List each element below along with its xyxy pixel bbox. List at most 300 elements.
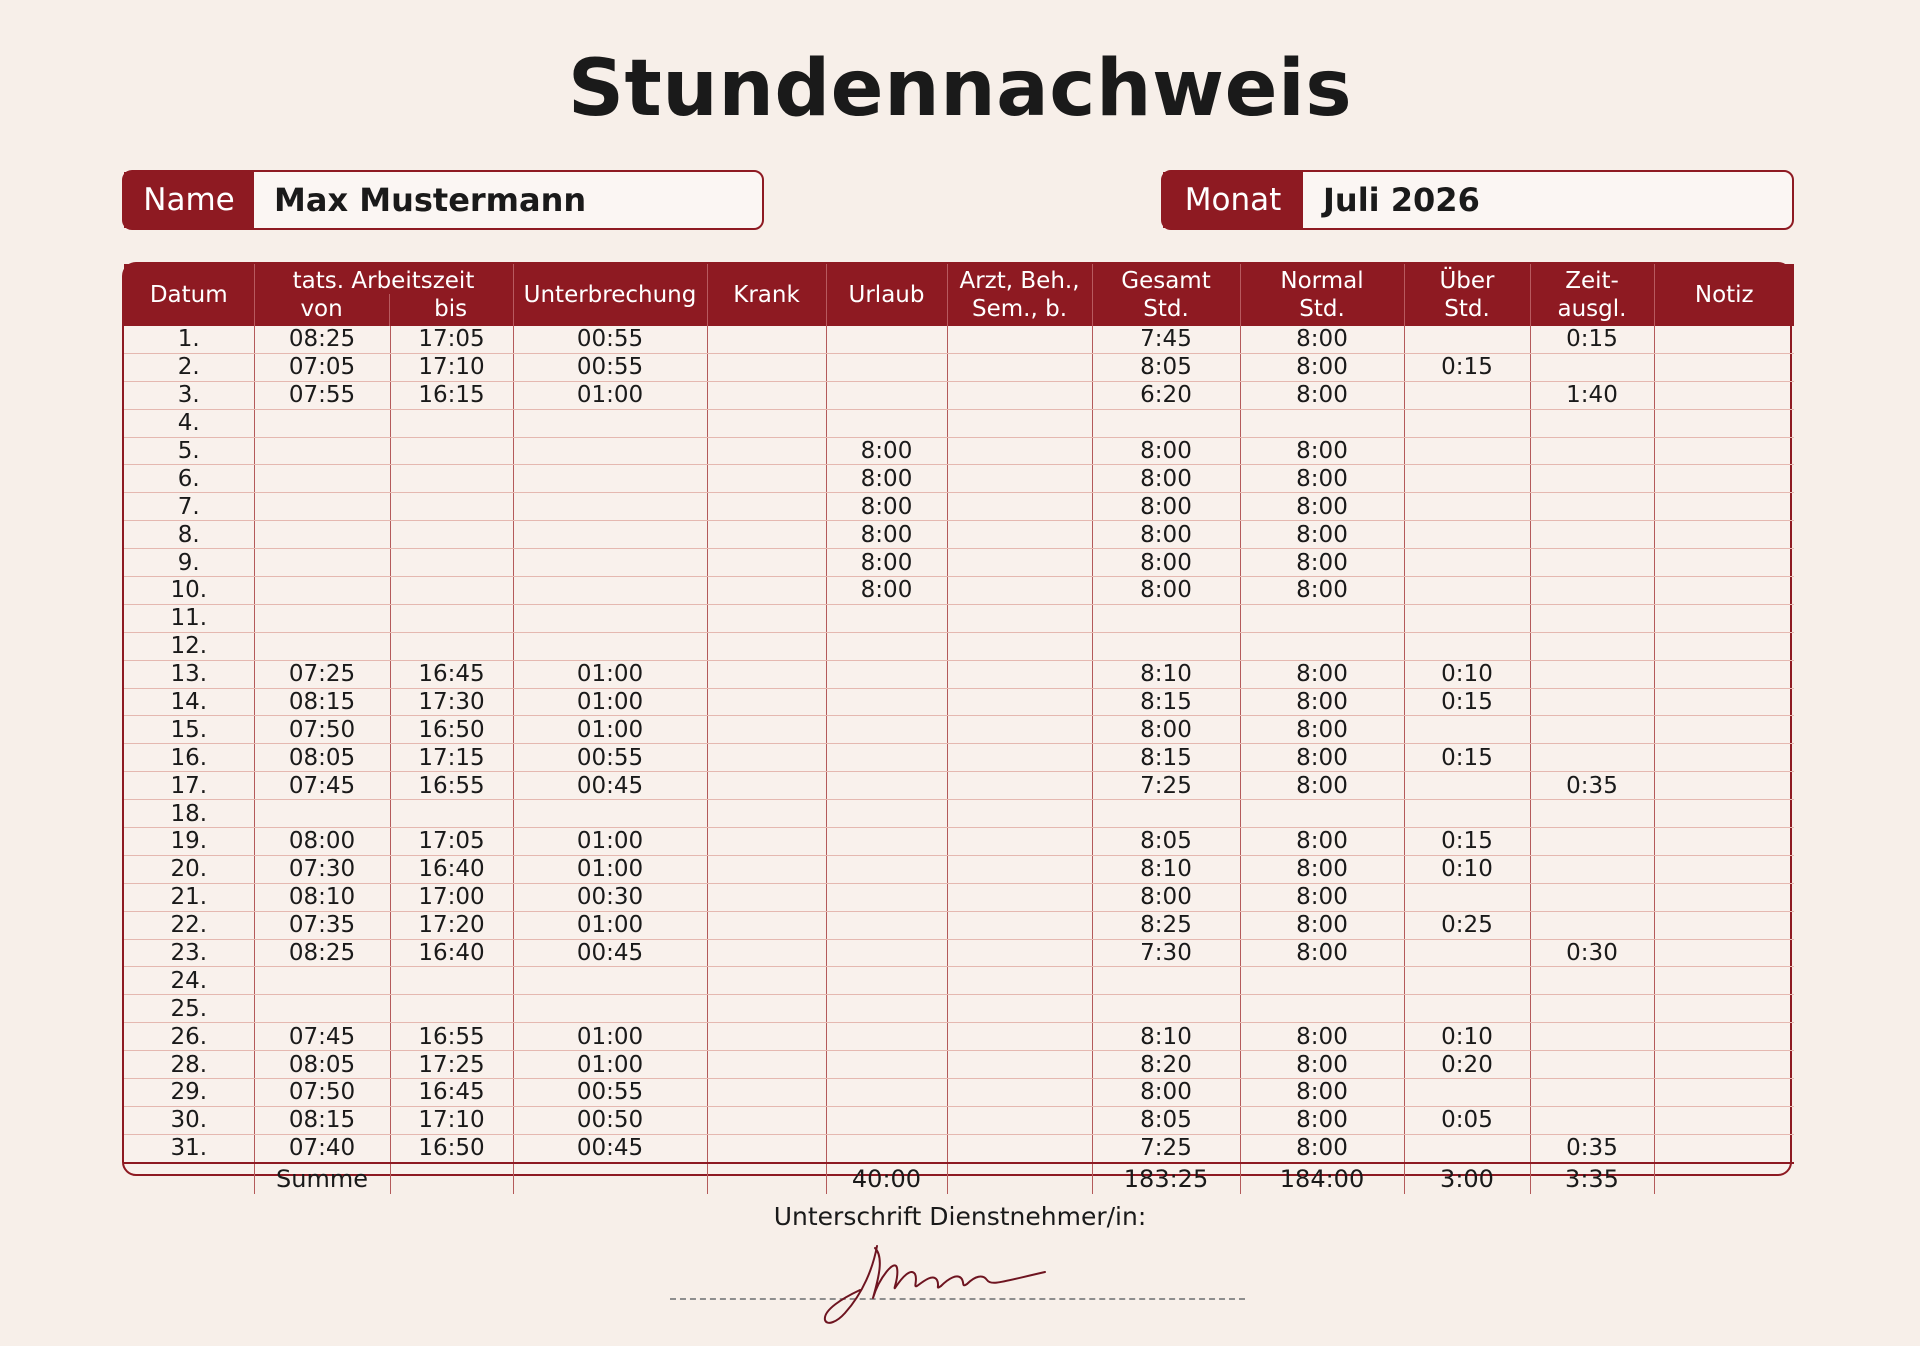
- notiz-cell[interactable]: [1654, 800, 1794, 828]
- normal-cell[interactable]: 8:00: [1240, 828, 1404, 856]
- gesamt-cell[interactable]: 8:00: [1092, 1079, 1240, 1107]
- urlaub-cell[interactable]: [826, 660, 947, 688]
- krank-cell[interactable]: [707, 549, 826, 577]
- zeitausgleich-cell[interactable]: [1530, 1079, 1654, 1107]
- urlaub-cell[interactable]: [826, 604, 947, 632]
- urlaub-cell[interactable]: [826, 828, 947, 856]
- normal-cell[interactable]: 8:00: [1240, 493, 1404, 521]
- von-cell[interactable]: [254, 549, 390, 577]
- normal-cell[interactable]: 8:00: [1240, 465, 1404, 493]
- datum-cell[interactable]: 13.: [124, 660, 254, 688]
- krank-cell[interactable]: [707, 1051, 826, 1079]
- arzt-cell[interactable]: [947, 800, 1092, 828]
- unterbrechung-cell[interactable]: 00:55: [513, 744, 707, 772]
- name-field[interactable]: [122, 170, 764, 230]
- urlaub-cell[interactable]: 8:00: [826, 437, 947, 465]
- urlaub-cell[interactable]: [826, 353, 947, 381]
- arzt-cell[interactable]: [947, 577, 1092, 605]
- notiz-cell[interactable]: [1654, 549, 1794, 577]
- von-cell[interactable]: 08:05: [254, 744, 390, 772]
- von-cell[interactable]: 08:00: [254, 828, 390, 856]
- von-cell[interactable]: [254, 604, 390, 632]
- bis-cell[interactable]: 16:45: [390, 660, 513, 688]
- notiz-cell[interactable]: [1654, 437, 1794, 465]
- unterbrechung-cell[interactable]: 01:00: [513, 911, 707, 939]
- bis-cell[interactable]: [390, 577, 513, 605]
- gesamt-cell[interactable]: 8:00: [1092, 521, 1240, 549]
- datum-cell[interactable]: 1.: [124, 326, 254, 353]
- krank-cell[interactable]: [707, 883, 826, 911]
- datum-cell[interactable]: 28.: [124, 1051, 254, 1079]
- krank-cell[interactable]: [707, 577, 826, 605]
- bis-cell[interactable]: [390, 800, 513, 828]
- bis-cell[interactable]: 16:50: [390, 1134, 513, 1162]
- normal-cell[interactable]: [1240, 632, 1404, 660]
- datum-cell[interactable]: 21.: [124, 883, 254, 911]
- krank-cell[interactable]: [707, 437, 826, 465]
- normal-cell[interactable]: 8:00: [1240, 353, 1404, 381]
- datum-cell[interactable]: 31.: [124, 1134, 254, 1162]
- gesamt-cell[interactable]: 7:45: [1092, 326, 1240, 353]
- gesamt-cell[interactable]: 8:10: [1092, 1023, 1240, 1051]
- unterbrechung-cell[interactable]: [513, 632, 707, 660]
- unterbrechung-cell[interactable]: [513, 577, 707, 605]
- arzt-cell[interactable]: [947, 326, 1092, 353]
- krank-cell[interactable]: [707, 381, 826, 409]
- gesamt-cell[interactable]: 8:05: [1092, 353, 1240, 381]
- datum-cell[interactable]: 14.: [124, 688, 254, 716]
- arzt-cell[interactable]: [947, 688, 1092, 716]
- datum-cell[interactable]: 18.: [124, 800, 254, 828]
- ueber-cell[interactable]: [1404, 939, 1530, 967]
- arzt-cell[interactable]: [947, 716, 1092, 744]
- von-cell[interactable]: 07:25: [254, 660, 390, 688]
- krank-cell[interactable]: [707, 409, 826, 437]
- unterbrechung-cell[interactable]: 01:00: [513, 688, 707, 716]
- ueber-cell[interactable]: [1404, 800, 1530, 828]
- ueber-cell[interactable]: [1404, 1134, 1530, 1162]
- krank-cell[interactable]: [707, 521, 826, 549]
- normal-cell[interactable]: 8:00: [1240, 688, 1404, 716]
- datum-cell[interactable]: 29.: [124, 1079, 254, 1107]
- unterbrechung-cell[interactable]: 00:55: [513, 1079, 707, 1107]
- bis-cell[interactable]: [390, 967, 513, 995]
- zeitausgleich-cell[interactable]: [1530, 577, 1654, 605]
- von-cell[interactable]: 08:10: [254, 883, 390, 911]
- datum-cell[interactable]: 5.: [124, 437, 254, 465]
- zeitausgleich-cell[interactable]: [1530, 521, 1654, 549]
- notiz-cell[interactable]: [1654, 744, 1794, 772]
- urlaub-cell[interactable]: 8:00: [826, 577, 947, 605]
- urlaub-cell[interactable]: [826, 381, 947, 409]
- notiz-cell[interactable]: [1654, 521, 1794, 549]
- gesamt-cell[interactable]: 6:20: [1092, 381, 1240, 409]
- unterbrechung-cell[interactable]: [513, 800, 707, 828]
- zeitausgleich-cell[interactable]: [1530, 409, 1654, 437]
- datum-cell[interactable]: 25.: [124, 995, 254, 1023]
- notiz-cell[interactable]: [1654, 1106, 1794, 1134]
- von-cell[interactable]: 08:15: [254, 688, 390, 716]
- krank-cell[interactable]: [707, 911, 826, 939]
- datum-cell[interactable]: 24.: [124, 967, 254, 995]
- notiz-cell[interactable]: [1654, 493, 1794, 521]
- gesamt-cell[interactable]: [1092, 995, 1240, 1023]
- krank-cell[interactable]: [707, 855, 826, 883]
- datum-cell[interactable]: 20.: [124, 855, 254, 883]
- datum-cell[interactable]: 16.: [124, 744, 254, 772]
- krank-cell[interactable]: [707, 493, 826, 521]
- urlaub-cell[interactable]: [826, 716, 947, 744]
- ueber-cell[interactable]: [1404, 437, 1530, 465]
- normal-cell[interactable]: 8:00: [1240, 855, 1404, 883]
- gesamt-cell[interactable]: [1092, 604, 1240, 632]
- zeitausgleich-cell[interactable]: [1530, 465, 1654, 493]
- urlaub-cell[interactable]: [826, 772, 947, 800]
- gesamt-cell[interactable]: 7:30: [1092, 939, 1240, 967]
- arzt-cell[interactable]: [947, 911, 1092, 939]
- zeitausgleich-cell[interactable]: [1530, 744, 1654, 772]
- unterbrechung-cell[interactable]: 01:00: [513, 855, 707, 883]
- ueber-cell[interactable]: [1404, 409, 1530, 437]
- ueber-cell[interactable]: 0:15: [1404, 744, 1530, 772]
- krank-cell[interactable]: [707, 604, 826, 632]
- krank-cell[interactable]: [707, 772, 826, 800]
- urlaub-cell[interactable]: [826, 883, 947, 911]
- krank-cell[interactable]: [707, 326, 826, 353]
- urlaub-cell[interactable]: 8:00: [826, 465, 947, 493]
- arzt-cell[interactable]: [947, 828, 1092, 856]
- von-cell[interactable]: 07:55: [254, 381, 390, 409]
- datum-cell[interactable]: 8.: [124, 521, 254, 549]
- urlaub-cell[interactable]: 8:00: [826, 493, 947, 521]
- datum-cell[interactable]: 6.: [124, 465, 254, 493]
- urlaub-cell[interactable]: [826, 800, 947, 828]
- krank-cell[interactable]: [707, 1079, 826, 1107]
- month-field[interactable]: [1161, 170, 1794, 230]
- arzt-cell[interactable]: [947, 967, 1092, 995]
- bis-cell[interactable]: 17:25: [390, 1051, 513, 1079]
- urlaub-cell[interactable]: [826, 1106, 947, 1134]
- bis-cell[interactable]: 16:55: [390, 772, 513, 800]
- zeitausgleich-cell[interactable]: 1:40: [1530, 381, 1654, 409]
- normal-cell[interactable]: 8:00: [1240, 660, 1404, 688]
- unterbrechung-cell[interactable]: [513, 437, 707, 465]
- zeitausgleich-cell[interactable]: [1530, 688, 1654, 716]
- arzt-cell[interactable]: [947, 521, 1092, 549]
- datum-cell[interactable]: 22.: [124, 911, 254, 939]
- krank-cell[interactable]: [707, 353, 826, 381]
- zeitausgleich-cell[interactable]: [1530, 1106, 1654, 1134]
- notiz-cell[interactable]: [1654, 828, 1794, 856]
- unterbrechung-cell[interactable]: 00:45: [513, 1134, 707, 1162]
- arzt-cell[interactable]: [947, 632, 1092, 660]
- arzt-cell[interactable]: [947, 353, 1092, 381]
- bis-cell[interactable]: 17:10: [390, 353, 513, 381]
- bis-cell[interactable]: [390, 493, 513, 521]
- krank-cell[interactable]: [707, 465, 826, 493]
- unterbrechung-cell[interactable]: [513, 995, 707, 1023]
- notiz-cell[interactable]: [1654, 939, 1794, 967]
- arzt-cell[interactable]: [947, 855, 1092, 883]
- normal-cell[interactable]: 8:00: [1240, 381, 1404, 409]
- urlaub-cell[interactable]: [826, 939, 947, 967]
- bis-cell[interactable]: 17:10: [390, 1106, 513, 1134]
- von-cell[interactable]: 07:50: [254, 1079, 390, 1107]
- unterbrechung-cell[interactable]: 01:00: [513, 1051, 707, 1079]
- von-cell[interactable]: [254, 493, 390, 521]
- datum-cell[interactable]: 3.: [124, 381, 254, 409]
- unterbrechung-cell[interactable]: [513, 967, 707, 995]
- arzt-cell[interactable]: [947, 1023, 1092, 1051]
- notiz-cell[interactable]: [1654, 465, 1794, 493]
- datum-cell[interactable]: 9.: [124, 549, 254, 577]
- normal-cell[interactable]: 8:00: [1240, 326, 1404, 353]
- unterbrechung-cell[interactable]: 01:00: [513, 828, 707, 856]
- krank-cell[interactable]: [707, 716, 826, 744]
- gesamt-cell[interactable]: 7:25: [1092, 1134, 1240, 1162]
- unterbrechung-cell[interactable]: [513, 493, 707, 521]
- zeitausgleich-cell[interactable]: [1530, 437, 1654, 465]
- normal-cell[interactable]: 8:00: [1240, 1051, 1404, 1079]
- name-value[interactable]: Max Mustermann: [274, 181, 587, 219]
- von-cell[interactable]: [254, 577, 390, 605]
- von-cell[interactable]: 08:05: [254, 1051, 390, 1079]
- normal-cell[interactable]: 8:00: [1240, 549, 1404, 577]
- normal-cell[interactable]: 8:00: [1240, 911, 1404, 939]
- urlaub-cell[interactable]: [826, 911, 947, 939]
- krank-cell[interactable]: [707, 828, 826, 856]
- ueber-cell[interactable]: 0:10: [1404, 1023, 1530, 1051]
- von-cell[interactable]: 07:50: [254, 716, 390, 744]
- datum-cell[interactable]: 19.: [124, 828, 254, 856]
- urlaub-cell[interactable]: [826, 744, 947, 772]
- krank-cell[interactable]: [707, 1134, 826, 1162]
- bis-cell[interactable]: 16:40: [390, 855, 513, 883]
- unterbrechung-cell[interactable]: 01:00: [513, 660, 707, 688]
- gesamt-cell[interactable]: 8:00: [1092, 716, 1240, 744]
- notiz-cell[interactable]: [1654, 632, 1794, 660]
- ueber-cell[interactable]: 0:15: [1404, 828, 1530, 856]
- krank-cell[interactable]: [707, 688, 826, 716]
- normal-cell[interactable]: [1240, 995, 1404, 1023]
- ueber-cell[interactable]: [1404, 465, 1530, 493]
- zeitausgleich-cell[interactable]: [1530, 632, 1654, 660]
- bis-cell[interactable]: 16:50: [390, 716, 513, 744]
- notiz-cell[interactable]: [1654, 353, 1794, 381]
- von-cell[interactable]: [254, 521, 390, 549]
- urlaub-cell[interactable]: [826, 1023, 947, 1051]
- von-cell[interactable]: 08:25: [254, 939, 390, 967]
- arzt-cell[interactable]: [947, 939, 1092, 967]
- datum-cell[interactable]: 15.: [124, 716, 254, 744]
- ueber-cell[interactable]: 0:25: [1404, 911, 1530, 939]
- normal-cell[interactable]: 8:00: [1240, 1023, 1404, 1051]
- unterbrechung-cell[interactable]: 00:45: [513, 772, 707, 800]
- notiz-cell[interactable]: [1654, 381, 1794, 409]
- notiz-cell[interactable]: [1654, 604, 1794, 632]
- notiz-cell[interactable]: [1654, 855, 1794, 883]
- krank-cell[interactable]: [707, 660, 826, 688]
- arzt-cell[interactable]: [947, 660, 1092, 688]
- datum-cell[interactable]: 4.: [124, 409, 254, 437]
- unterbrechung-cell[interactable]: 00:45: [513, 939, 707, 967]
- datum-cell[interactable]: 12.: [124, 632, 254, 660]
- von-cell[interactable]: 08:15: [254, 1106, 390, 1134]
- von-cell[interactable]: 07:45: [254, 772, 390, 800]
- bis-cell[interactable]: [390, 632, 513, 660]
- arzt-cell[interactable]: [947, 465, 1092, 493]
- arzt-cell[interactable]: [947, 995, 1092, 1023]
- notiz-cell[interactable]: [1654, 883, 1794, 911]
- gesamt-cell[interactable]: [1092, 967, 1240, 995]
- bis-cell[interactable]: 16:55: [390, 1023, 513, 1051]
- urlaub-cell[interactable]: [826, 967, 947, 995]
- zeitausgleich-cell[interactable]: [1530, 353, 1654, 381]
- bis-cell[interactable]: [390, 995, 513, 1023]
- ueber-cell[interactable]: [1404, 577, 1530, 605]
- ueber-cell[interactable]: [1404, 326, 1530, 353]
- von-cell[interactable]: [254, 967, 390, 995]
- notiz-cell[interactable]: [1654, 409, 1794, 437]
- datum-cell[interactable]: 17.: [124, 772, 254, 800]
- gesamt-cell[interactable]: 8:00: [1092, 549, 1240, 577]
- ueber-cell[interactable]: [1404, 995, 1530, 1023]
- normal-cell[interactable]: 8:00: [1240, 577, 1404, 605]
- ueber-cell[interactable]: [1404, 493, 1530, 521]
- notiz-cell[interactable]: [1654, 326, 1794, 353]
- gesamt-cell[interactable]: 8:00: [1092, 437, 1240, 465]
- krank-cell[interactable]: [707, 967, 826, 995]
- normal-cell[interactable]: 8:00: [1240, 883, 1404, 911]
- bis-cell[interactable]: 16:45: [390, 1079, 513, 1107]
- datum-cell[interactable]: 30.: [124, 1106, 254, 1134]
- normal-cell[interactable]: 8:00: [1240, 1106, 1404, 1134]
- urlaub-cell[interactable]: 8:00: [826, 521, 947, 549]
- von-cell[interactable]: 07:30: [254, 855, 390, 883]
- zeitausgleich-cell[interactable]: [1530, 967, 1654, 995]
- notiz-cell[interactable]: [1654, 1051, 1794, 1079]
- zeitausgleich-cell[interactable]: 0:35: [1530, 1134, 1654, 1162]
- zeitausgleich-cell[interactable]: [1530, 493, 1654, 521]
- ueber-cell[interactable]: 0:05: [1404, 1106, 1530, 1134]
- krank-cell[interactable]: [707, 1023, 826, 1051]
- zeitausgleich-cell[interactable]: [1530, 716, 1654, 744]
- bis-cell[interactable]: [390, 521, 513, 549]
- bis-cell[interactable]: [390, 549, 513, 577]
- urlaub-cell[interactable]: [826, 1079, 947, 1107]
- normal-cell[interactable]: 8:00: [1240, 437, 1404, 465]
- gesamt-cell[interactable]: 7:25: [1092, 772, 1240, 800]
- arzt-cell[interactable]: [947, 1051, 1092, 1079]
- bis-cell[interactable]: [390, 604, 513, 632]
- zeitausgleich-cell[interactable]: [1530, 995, 1654, 1023]
- unterbrechung-cell[interactable]: 00:50: [513, 1106, 707, 1134]
- unterbrechung-cell[interactable]: [513, 549, 707, 577]
- urlaub-cell[interactable]: [826, 1051, 947, 1079]
- datum-cell[interactable]: 26.: [124, 1023, 254, 1051]
- krank-cell[interactable]: [707, 995, 826, 1023]
- ueber-cell[interactable]: 0:10: [1404, 855, 1530, 883]
- ueber-cell[interactable]: [1404, 632, 1530, 660]
- zeitausgleich-cell[interactable]: 0:15: [1530, 326, 1654, 353]
- krank-cell[interactable]: [707, 632, 826, 660]
- urlaub-cell[interactable]: [826, 326, 947, 353]
- ueber-cell[interactable]: [1404, 521, 1530, 549]
- arzt-cell[interactable]: [947, 1079, 1092, 1107]
- ueber-cell[interactable]: [1404, 772, 1530, 800]
- bis-cell[interactable]: 17:00: [390, 883, 513, 911]
- bis-cell[interactable]: [390, 465, 513, 493]
- ueber-cell[interactable]: 0:10: [1404, 660, 1530, 688]
- unterbrechung-cell[interactable]: [513, 409, 707, 437]
- zeitausgleich-cell[interactable]: [1530, 549, 1654, 577]
- notiz-cell[interactable]: [1654, 688, 1794, 716]
- unterbrechung-cell[interactable]: 00:55: [513, 353, 707, 381]
- unterbrechung-cell[interactable]: 00:55: [513, 326, 707, 353]
- urlaub-cell[interactable]: [826, 995, 947, 1023]
- datum-cell[interactable]: 23.: [124, 939, 254, 967]
- unterbrechung-cell[interactable]: 01:00: [513, 1023, 707, 1051]
- ueber-cell[interactable]: [1404, 381, 1530, 409]
- datum-cell[interactable]: 7.: [124, 493, 254, 521]
- ueber-cell[interactable]: 0:15: [1404, 688, 1530, 716]
- bis-cell[interactable]: 17:30: [390, 688, 513, 716]
- zeitausgleich-cell[interactable]: [1530, 1023, 1654, 1051]
- unterbrechung-cell[interactable]: [513, 465, 707, 493]
- normal-cell[interactable]: 8:00: [1240, 939, 1404, 967]
- notiz-cell[interactable]: [1654, 772, 1794, 800]
- zeitausgleich-cell[interactable]: [1530, 883, 1654, 911]
- ueber-cell[interactable]: 0:15: [1404, 353, 1530, 381]
- zeitausgleich-cell[interactable]: 0:35: [1530, 772, 1654, 800]
- gesamt-cell[interactable]: [1092, 409, 1240, 437]
- notiz-cell[interactable]: [1654, 995, 1794, 1023]
- gesamt-cell[interactable]: 8:00: [1092, 883, 1240, 911]
- gesamt-cell[interactable]: 8:20: [1092, 1051, 1240, 1079]
- arzt-cell[interactable]: [947, 744, 1092, 772]
- notiz-cell[interactable]: [1654, 716, 1794, 744]
- von-cell[interactable]: [254, 632, 390, 660]
- von-cell[interactable]: 07:45: [254, 1023, 390, 1051]
- datum-cell[interactable]: 2.: [124, 353, 254, 381]
- arzt-cell[interactable]: [947, 493, 1092, 521]
- gesamt-cell[interactable]: [1092, 800, 1240, 828]
- gesamt-cell[interactable]: 8:15: [1092, 744, 1240, 772]
- zeitausgleich-cell[interactable]: [1530, 800, 1654, 828]
- von-cell[interactable]: 07:40: [254, 1134, 390, 1162]
- bis-cell[interactable]: 17:05: [390, 326, 513, 353]
- normal-cell[interactable]: [1240, 800, 1404, 828]
- von-cell[interactable]: [254, 800, 390, 828]
- zeitausgleich-cell[interactable]: [1530, 828, 1654, 856]
- arzt-cell[interactable]: [947, 883, 1092, 911]
- unterbrechung-cell[interactable]: [513, 521, 707, 549]
- gesamt-cell[interactable]: 8:10: [1092, 660, 1240, 688]
- bis-cell[interactable]: 16:40: [390, 939, 513, 967]
- notiz-cell[interactable]: [1654, 577, 1794, 605]
- gesamt-cell[interactable]: 8:00: [1092, 465, 1240, 493]
- von-cell[interactable]: [254, 437, 390, 465]
- gesamt-cell[interactable]: 8:00: [1092, 493, 1240, 521]
- urlaub-cell[interactable]: 8:00: [826, 549, 947, 577]
- normal-cell[interactable]: 8:00: [1240, 1134, 1404, 1162]
- urlaub-cell[interactable]: [826, 688, 947, 716]
- normal-cell[interactable]: [1240, 409, 1404, 437]
- bis-cell[interactable]: 17:15: [390, 744, 513, 772]
- gesamt-cell[interactable]: 8:10: [1092, 855, 1240, 883]
- arzt-cell[interactable]: [947, 549, 1092, 577]
- ueber-cell[interactable]: [1404, 883, 1530, 911]
